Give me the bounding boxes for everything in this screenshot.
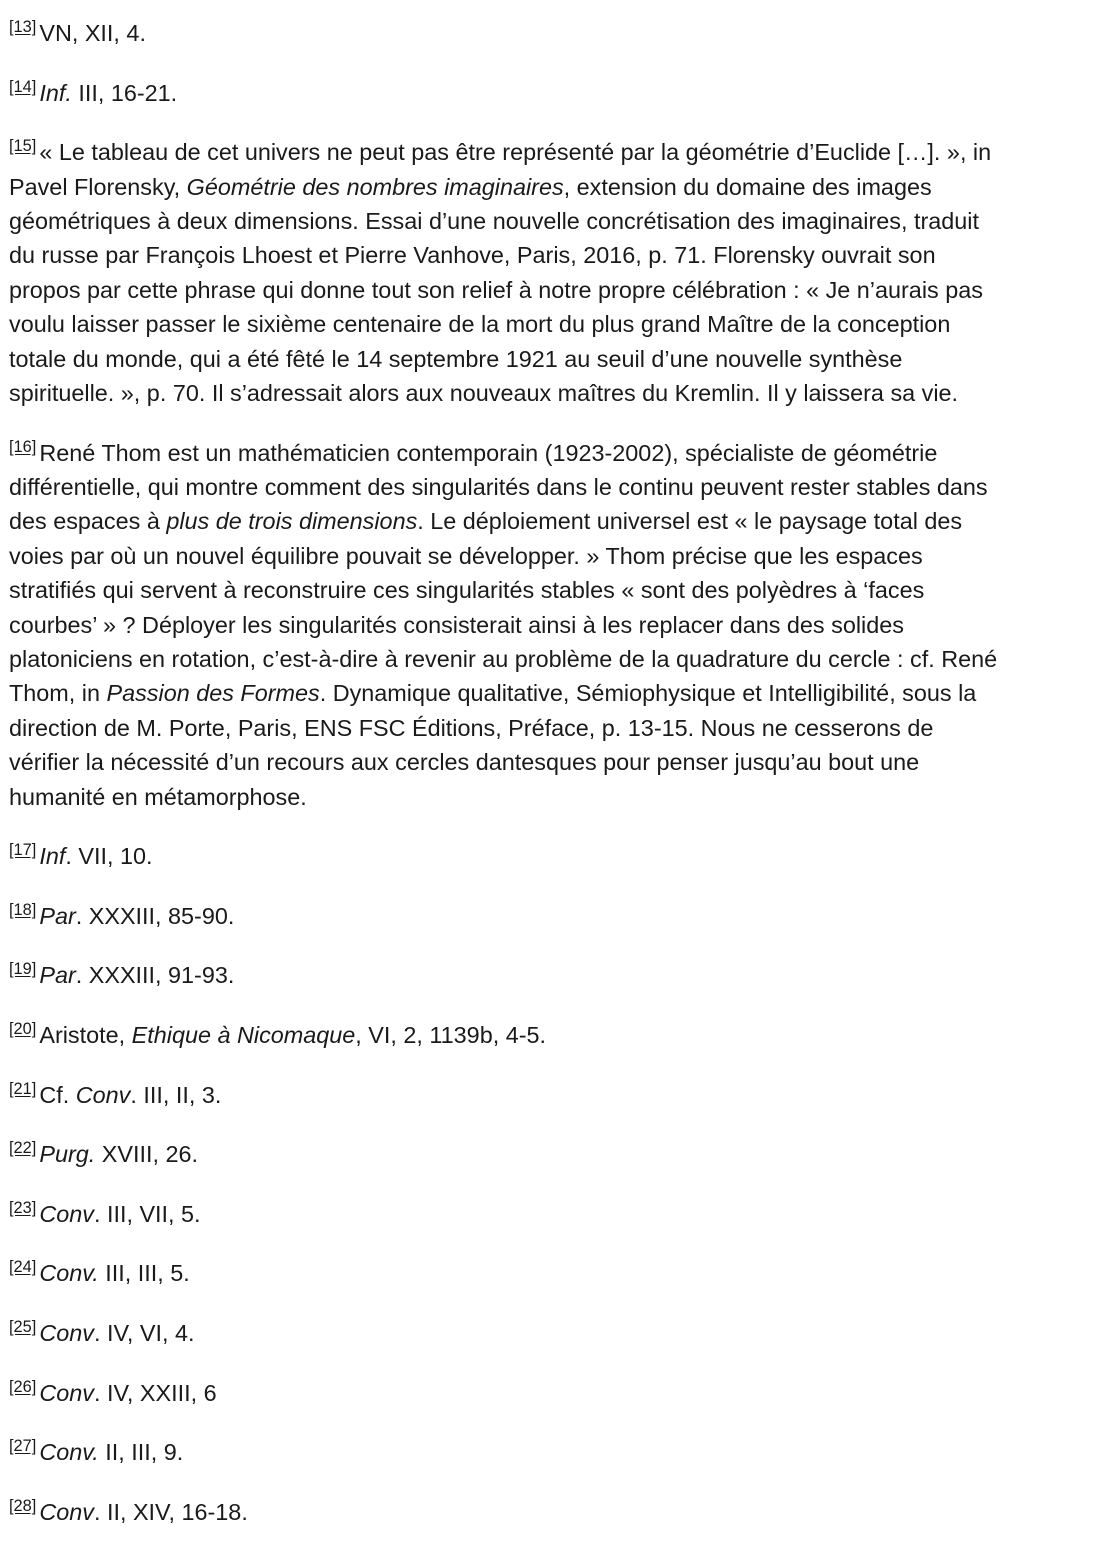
- footnote-ref-link[interactable]: [15]: [9, 137, 37, 156]
- footnote-ref-link[interactable]: [24]: [9, 1258, 37, 1277]
- footnote-ref-link[interactable]: [16]: [9, 437, 37, 456]
- footnote-ref-link[interactable]: [28]: [9, 1496, 37, 1515]
- footnote-text: Conv. II, XIV, 16-18.: [39, 1498, 248, 1525]
- footnote-text: René Thom est un mathématicien contemporain (1923-2002), spécialiste de géométrie différentielle, qui montre comment des singularités dans le continu peuvent rester stables dans des espaces à plus de trois dimensions. Le déploiement universel est « le paysage total des voies par où un nouvel équilibre pouvait se développer. » Thom précise que les espaces stratifiés qui servent à reconstruire ces singularités stables « sont des polyèdres à ‘faces courbes’ » ? Déployer les singularités consisterait ainsi à les replacer dans des solides platoniciens en rotation, c’est-à-dire à revenir au problème de la quadrature du cercle : cf. René Thom, in Passion des Formes. Dynamique qualitative, Sémiophysique et Intelligibilité, sous la direction de M. Porte, Paris, ENS FSC Éditions, Préface, p. 13-15. Nous ne cesserons de vérifier la nécessité d’un recours aux cercles dantesques pour penser jusqu’au bout une humanité en métamorphose.: [9, 439, 998, 810]
- footnote-17: [9, 839, 1009, 873]
- footnote-text: Par. XXXIII, 85-90.: [39, 902, 235, 929]
- footnote-text: Conv. II, III, 9.: [39, 1439, 184, 1466]
- footnote-25: [9, 1316, 1009, 1350]
- footnote-text: Inf. III, 16-21.: [39, 79, 178, 106]
- footnote-ref-link[interactable]: [27]: [9, 1437, 37, 1456]
- footnote-ref-link[interactable]: [17]: [9, 841, 37, 860]
- footnote-19: [9, 958, 1009, 992]
- footnote-ref-link[interactable]: [22]: [9, 1139, 37, 1158]
- footnote-ref-link[interactable]: [18]: [9, 900, 37, 919]
- footnote-ref-link[interactable]: [25]: [9, 1318, 37, 1337]
- footnote-22: [9, 1137, 1009, 1171]
- footnote-text: Conv. IV, VI, 4.: [39, 1320, 195, 1347]
- footnote-text: Conv. III, III, 5.: [39, 1260, 190, 1287]
- footnote-20: [9, 1018, 1009, 1052]
- footnote-16: [9, 436, 1009, 814]
- footnote-26: [9, 1376, 1009, 1410]
- footnote-ref-link[interactable]: [13]: [9, 18, 37, 36]
- footnotes-list: [9, 0, 1009, 1529]
- footnote-text: « Le tableau de cet univers ne peut pas être représenté par la géométrie d’Euclide […]. », in Pavel Florensky, Géométrie des nombres imaginaires, extension du domaine des images géométriques à deux dimensions. Essai d’une nouvelle concrétisation des imaginaires, traduit du russe par François Lhoest et Pierre Vanhove, Paris, 2016, p. 71. Florensky ouvrait son propos par cette phrase qui donne tout son relief à notre propre célébration : « Je n’aurais pas voulu laisser passer le sixième centenaire de la mort du plus grand Maître de la conception totale du monde, qui a été fêté le 14 septembre 1921 au seuil d’une nouvelle synthèse spirituelle. », p. 70. Il s’adressait alors aux nouveaux maîtres du Kremlin. Il y laissera sa vie.: [9, 139, 992, 407]
- footnote-text: VN, XII, 4.: [39, 20, 146, 46]
- footnote-text: Aristote, Ethique à Nicomaque, VI, 2, 1139b, 4-5.: [39, 1022, 547, 1049]
- footnote-ref-link[interactable]: [20]: [9, 1020, 37, 1039]
- footnote-ref-link[interactable]: [14]: [9, 77, 37, 96]
- footnote-text: Purg. XVIII, 26.: [39, 1141, 198, 1168]
- footnote-ref-link[interactable]: [23]: [9, 1198, 37, 1217]
- footnote-text: Inf. VII, 10.: [39, 843, 153, 870]
- footnote-23: [9, 1197, 1009, 1231]
- footnote-text: Conv. IV, XXIII, 6: [39, 1379, 217, 1406]
- footnote-21: [9, 1078, 1009, 1112]
- footnote-ref-link[interactable]: [19]: [9, 960, 37, 979]
- footnote-text: Cf. Conv. III, II, 3.: [39, 1081, 222, 1108]
- footnote-ref-link[interactable]: [26]: [9, 1377, 37, 1396]
- footnote-15: [9, 135, 1009, 410]
- footnote-14: [9, 76, 1009, 110]
- footnote-27: [9, 1435, 1009, 1469]
- footnote-text: Conv. III, VII, 5.: [39, 1200, 201, 1227]
- footnote-text: Par. XXXIII, 91-93.: [39, 962, 235, 989]
- footnote-ref-link[interactable]: [21]: [9, 1079, 37, 1098]
- footnote-28: [9, 1495, 1009, 1529]
- footnote-13: [9, 0, 1009, 50]
- footnote-24: [9, 1256, 1009, 1290]
- footnote-18: [9, 899, 1009, 933]
